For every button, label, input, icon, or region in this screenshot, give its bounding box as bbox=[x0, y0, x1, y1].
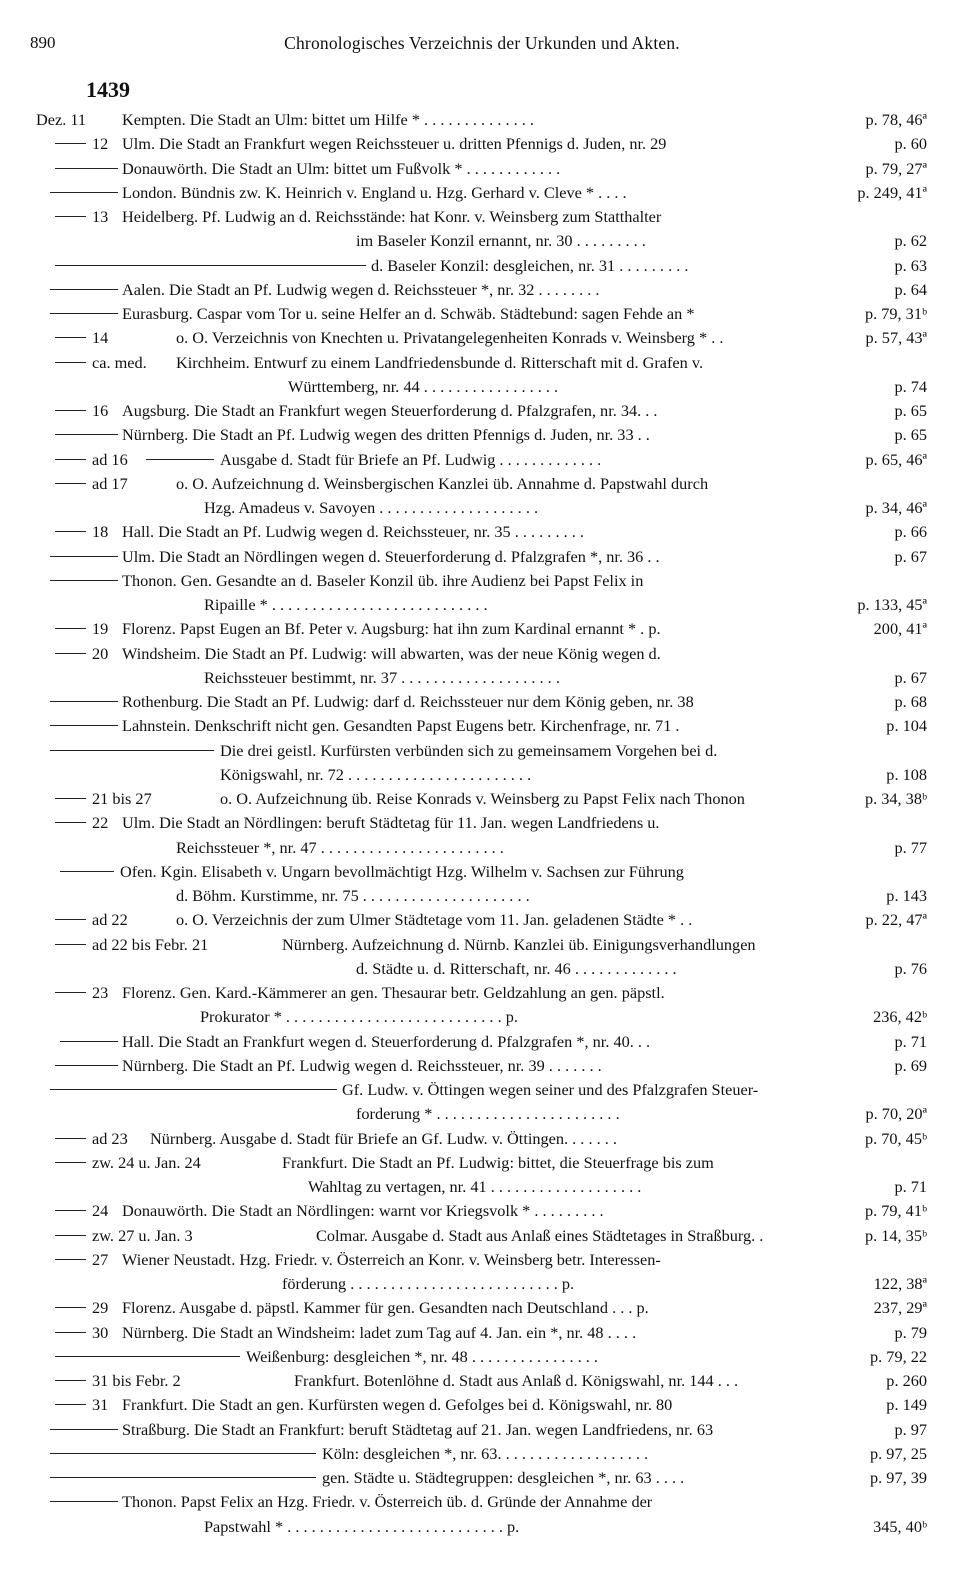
entry-line bbox=[0, 1515, 960, 1539]
ditto-dash bbox=[50, 1429, 118, 1430]
ditto-dash bbox=[55, 822, 86, 823]
entry-line bbox=[0, 908, 960, 932]
entry-text: o. O. Aufzeichnung d. Weinsbergischen Kanzlei üb. Annahme d. Papstwahl durch bbox=[176, 473, 709, 493]
entry-line bbox=[0, 254, 960, 278]
entry-date: zw. 24 u. Jan. 24 bbox=[92, 1152, 201, 1172]
running-title: Chronologisches Verzeichnis der Urkunden und Akten. bbox=[284, 33, 680, 53]
entry-line bbox=[0, 811, 960, 835]
ditto-dash bbox=[55, 265, 366, 266]
entry-text: Hall. Die Stadt an Frankfurt wegen d. Steuerforderung d. Pfalzgrafen *, nr. 40. . . bbox=[122, 1031, 651, 1051]
entry-date: 22 bbox=[92, 813, 109, 833]
entry-text: Ulm. Die Stadt an Nördlingen wegen d. Steuerforderung d. Pfalzgrafen *, nr. 36 . . bbox=[122, 546, 660, 566]
entry-date: 19 bbox=[92, 619, 109, 639]
entry-line bbox=[0, 617, 960, 641]
entry-text: d. Böhm. Kurstimme, nr. 75 . . . . . . . . . . . . . . . . . . . . . bbox=[176, 886, 530, 905]
entry-page-ref: p. 57, 43ª bbox=[865, 328, 927, 348]
entry-text: Prokurator * . . . . . . . . . . . . . . . . . . . . . . . . . . . p. bbox=[200, 1007, 518, 1027]
entry-line bbox=[0, 860, 960, 884]
entry-line bbox=[0, 1030, 960, 1054]
ditto-dash bbox=[50, 725, 118, 726]
entry-line bbox=[0, 496, 960, 520]
entry-date: 14 bbox=[92, 328, 109, 348]
running-header bbox=[30, 34, 934, 62]
entry-date: 31 bis Febr. 2 bbox=[92, 1371, 181, 1390]
entry-text: förderung . . . . . . . . . . . . . . . . . . . . . . . . . . p. bbox=[282, 1274, 575, 1293]
entry-text: Hzg. Amadeus v. Savoyen . . . . . . . . . . . . . . . . . . . . bbox=[204, 498, 539, 517]
entry-date: 12 bbox=[92, 134, 109, 154]
entry-line bbox=[0, 666, 960, 690]
entry-page-ref: p. 70, 20ª bbox=[865, 1104, 927, 1124]
entry-list bbox=[0, 108, 960, 1539]
entry-line bbox=[0, 520, 960, 544]
ditto-dash bbox=[55, 919, 86, 920]
entry-date: 29 bbox=[92, 1298, 109, 1318]
entry-page-ref: p. 66 bbox=[894, 522, 927, 542]
entry-line bbox=[0, 690, 960, 714]
ditto-dash bbox=[55, 944, 86, 945]
ditto-dash bbox=[55, 531, 86, 532]
ditto-dash bbox=[50, 750, 214, 751]
ditto-dash bbox=[55, 1380, 86, 1381]
entry-text: Württemberg, nr. 44 . . . . . . . . . . . . . . . . . bbox=[288, 376, 559, 396]
entry-date: 20 bbox=[92, 643, 109, 663]
entry-text: Heidelberg. Pf. Ludwig an d. Reichsstände: hat Konr. v. Weinsberg zum Statthalter bbox=[122, 207, 662, 226]
entry-line bbox=[0, 472, 960, 496]
entry-page-ref: p. 65 bbox=[894, 425, 927, 445]
entry-text: Gf. Ludw. v. Öttingen wegen seiner und des Pfalzgrafen Steuer- bbox=[342, 1080, 759, 1099]
entry-date: Dez. 11 bbox=[36, 110, 87, 129]
entry-text: Wiener Neustadt. Hzg. Friedr. v. Österreich an Konr. v. Weinsberg betr. Interessen- bbox=[122, 1249, 661, 1269]
entry-page-ref: p. 34, 46ª bbox=[865, 498, 927, 517]
entry-line bbox=[0, 1151, 960, 1175]
entry-text: Ulm. Die Stadt an Nördlingen: beruft Städtetag für 11. Jan. wegen Landfriedens u. bbox=[122, 813, 660, 833]
entry-page-ref: p. 60 bbox=[894, 134, 927, 154]
entry-page-ref: p. 78, 46ª bbox=[865, 110, 927, 129]
entry-page-ref: p. 79, 22 bbox=[870, 1346, 927, 1366]
ditto-dash bbox=[55, 143, 86, 144]
entry-line bbox=[0, 787, 960, 811]
entry-text: Hall. Die Stadt an Pf. Ludwig wegen d. Reichssteuer, nr. 35 . . . . . . . . . bbox=[122, 522, 584, 542]
entry-text: Lahnstein. Denkschrift nicht gen. Gesandten Papst Eugens betr. Kirchenfrage, nr. 71 . bbox=[122, 716, 680, 736]
entry-text: im Baseler Konzil ernannt, nr. 30 . . . . . . . . . bbox=[356, 231, 646, 251]
entry-text: d. Baseler Konzil: desgleichen, nr. 31 . . . . . . . . . bbox=[371, 255, 689, 275]
entry-line bbox=[0, 1224, 960, 1248]
entry-line bbox=[0, 1054, 960, 1078]
entry-text: Ausgabe d. Stadt für Briefe an Pf. Ludwig . . . . . . . . . . . . . bbox=[220, 449, 602, 469]
entry-line bbox=[0, 1078, 960, 1102]
entry-line bbox=[0, 1418, 960, 1442]
entry-line bbox=[0, 375, 960, 399]
entry-page-ref: p. 108 bbox=[886, 764, 927, 784]
entry-line bbox=[0, 763, 960, 787]
ditto-dash bbox=[55, 653, 86, 654]
entry-text: Ripaille * . . . . . . . . . . . . . . . . . . . . . . . . . . . bbox=[204, 595, 488, 614]
ditto-dash bbox=[50, 1453, 316, 1454]
entry-text: Weißenburg: desgleichen *, nr. 48 . . . . . . . . . . . . . . . . bbox=[246, 1346, 599, 1366]
entry-page-ref: p. 71 bbox=[894, 1177, 927, 1196]
entry-line bbox=[0, 157, 960, 181]
ditto-dash bbox=[50, 313, 118, 314]
entry-line bbox=[0, 1127, 960, 1151]
entry-text: Colmar. Ausgabe d. Stadt aus Anlaß eines Städtetages in Straßburg. . bbox=[316, 1225, 764, 1245]
ditto-dash bbox=[55, 216, 86, 217]
ditto-dash bbox=[55, 1210, 86, 1211]
entry-line bbox=[0, 1466, 960, 1490]
entry-text: Reichssteuer *, nr. 47 . . . . . . . . . . . . . . . . . . . . . . . bbox=[176, 837, 504, 857]
entry-page-ref: p. 79 bbox=[894, 1322, 927, 1342]
entry-line bbox=[0, 423, 960, 447]
entry-page-ref: 237, 29ª bbox=[873, 1298, 927, 1318]
entry-text: o. O. Aufzeichnung üb. Reise Konrads v. Weinsberg zu Papst Felix nach Thonon bbox=[220, 789, 745, 808]
entry-page-ref: p. 64 bbox=[894, 279, 927, 299]
ditto-dash bbox=[55, 337, 86, 338]
ditto-dash bbox=[50, 192, 118, 193]
entry-line bbox=[0, 1175, 960, 1199]
entry-line bbox=[0, 545, 960, 569]
ditto-dash bbox=[50, 556, 118, 557]
entry-page-ref: 345, 40ᵇ bbox=[873, 1516, 927, 1536]
entry-text: Donauwörth. Die Stadt an Ulm: bittet um Fußvolk * . . . . . . . . . . . . bbox=[122, 158, 561, 178]
entry-text: Königswahl, nr. 72 . . . . . . . . . . . . . . . . . . . . . . . bbox=[220, 764, 532, 784]
entry-page-ref: p. 133, 45ª bbox=[857, 595, 927, 614]
entry-text: Nürnberg. Aufzeichnung d. Nürnb. Kanzlei üb. Einigungsverhandlungen bbox=[282, 934, 756, 954]
entry-date: 31 bbox=[92, 1395, 109, 1415]
entry-text: Nürnberg. Die Stadt an Pf. Ludwig wegen des dritten Pfennigs d. Juden, nr. 33 . . bbox=[122, 425, 650, 445]
entry-page-ref: 236, 42ᵇ bbox=[873, 1007, 927, 1027]
entry-text: Frankfurt. Botenlöhne d. Stadt aus Anlaß d. Königswahl, nr. 144 . . . bbox=[294, 1371, 739, 1390]
entry-page-ref: p. 65 bbox=[894, 401, 927, 420]
ditto-dash bbox=[60, 871, 114, 872]
entry-line bbox=[0, 1321, 960, 1345]
entry-text: Die drei geistl. Kurfürsten verbünden sich zu gemeinsamem Vorgehen bei d. bbox=[220, 740, 718, 760]
entry-line bbox=[0, 1393, 960, 1417]
entry-line bbox=[0, 448, 960, 472]
entry-text: Wahltag zu vertagen, nr. 41 . . . . . . . . . . . . . . . . . . . bbox=[308, 1177, 642, 1196]
entry-text: Augsburg. Die Stadt an Frankfurt wegen Steuerforderung d. Pfalzgrafen, nr. 34. . . bbox=[122, 401, 658, 420]
entry-line bbox=[0, 884, 960, 908]
entry-text: Eurasburg. Caspar vom Tor u. seine Helfer an d. Schwäb. Städtebund: sagen Fehde an * bbox=[122, 304, 695, 323]
entry-line bbox=[0, 1490, 960, 1514]
ditto-dash bbox=[55, 434, 118, 435]
ditto-dash bbox=[55, 1332, 86, 1333]
ditto-dash bbox=[50, 1477, 316, 1478]
entry-line bbox=[0, 108, 960, 132]
entry-text: Windsheim. Die Stadt an Pf. Ludwig: will abwarten, was der neue König wegen d. bbox=[122, 643, 661, 663]
entry-page-ref: p. 70, 45ᵇ bbox=[864, 1128, 927, 1148]
entry-page-ref: p. 68 bbox=[894, 692, 927, 711]
entry-date: 16 bbox=[92, 401, 109, 420]
entry-line bbox=[0, 642, 960, 666]
ditto-dash bbox=[55, 362, 86, 363]
entry-text: Kirchheim. Entwurf zu einem Landfriedensbunde d. Ritterschaft mit d. Grafen v. bbox=[176, 352, 704, 372]
entry-line bbox=[0, 1369, 960, 1393]
ditto-dash bbox=[55, 992, 86, 993]
entry-page-ref: p. 22, 47ª bbox=[865, 910, 927, 930]
entry-date: ad 17 bbox=[92, 473, 128, 493]
entry-text: Kempten. Die Stadt an Ulm: bittet um Hilfe * . . . . . . . . . . . . . . bbox=[122, 110, 534, 129]
year-heading: 1439 bbox=[86, 77, 130, 102]
entry-text: Donauwörth. Die Stadt an Nördlingen: warnt vor Kriegsvolk * . . . . . . . . . bbox=[122, 1201, 604, 1221]
entry-page-ref: p. 97 bbox=[894, 1419, 927, 1439]
entry-text: gen. Städte u. Städtegruppen: desgleichen *, nr. 63 . . . . bbox=[322, 1468, 685, 1487]
entry-page-ref: p. 67 bbox=[894, 546, 927, 566]
entry-line bbox=[0, 957, 960, 981]
entry-page-ref: p. 65, 46ª bbox=[865, 449, 927, 469]
entry-line bbox=[0, 229, 960, 253]
entry-text: Frankfurt. Die Stadt an Pf. Ludwig: bittet, die Steuerfrage bis zum bbox=[282, 1152, 714, 1172]
entry-page-ref: p. 74 bbox=[894, 376, 927, 396]
entry-page-ref: p. 149 bbox=[886, 1395, 927, 1415]
entry-line bbox=[0, 714, 960, 738]
entry-line bbox=[0, 205, 960, 229]
entry-line bbox=[0, 302, 960, 326]
page-number: 890 bbox=[30, 33, 56, 52]
entry-text: London. Bündnis zw. K. Heinrich v. England u. Hzg. Gerhard v. Cleve * . . . . bbox=[122, 182, 627, 202]
entry-page-ref: p. 97, 39 bbox=[870, 1468, 927, 1487]
entry-page-ref: p. 249, 41ª bbox=[857, 182, 927, 202]
entry-page-ref: p. 97, 25 bbox=[870, 1443, 927, 1463]
entry-page-ref: 122, 38ª bbox=[873, 1274, 927, 1293]
entry-line bbox=[0, 1272, 960, 1296]
entry-text: Nürnberg. Die Stadt an Windsheim: ladet zum Tag auf 4. Jan. ein *, nr. 48 . . . . bbox=[122, 1322, 637, 1342]
entry-date: ad 22 bbox=[92, 910, 128, 930]
entry-text: Florenz. Papst Eugen an Bf. Peter v. Augsburg: hat ihn zum Kardinal ernannt * . p. bbox=[122, 619, 661, 639]
entry-page-ref: p. 63 bbox=[894, 255, 927, 275]
entry-page-ref: p. 260 bbox=[886, 1371, 927, 1390]
ditto-dash bbox=[55, 1065, 118, 1066]
ditto-dash bbox=[55, 1235, 86, 1236]
entry-page-ref: p. 14, 35ᵇ bbox=[864, 1225, 927, 1245]
entry-page-ref: p. 79, 31ᵇ bbox=[864, 304, 927, 323]
ditto-dash bbox=[55, 1404, 86, 1405]
entry-line bbox=[0, 132, 960, 156]
entry-line bbox=[0, 1296, 960, 1320]
entry-date: ad 16 bbox=[92, 449, 128, 469]
entry-text: Straßburg. Die Stadt an Frankfurt: beruft Städtetag auf 21. Jan. wegen Landfriedens, nr. 63 bbox=[122, 1419, 714, 1439]
entry-date: ad 23 bbox=[92, 1128, 128, 1148]
entry-text: Papstwahl * . . . . . . . . . . . . . . . . . . . . . . . . . . . p. bbox=[204, 1516, 520, 1536]
entry-page-ref: 200, 41ª bbox=[873, 619, 927, 639]
ditto-dash bbox=[55, 459, 86, 460]
entry-date: zw. 27 u. Jan. 3 bbox=[92, 1225, 193, 1245]
ditto-dash bbox=[55, 798, 86, 799]
entry-line bbox=[0, 1005, 960, 1029]
entry-line bbox=[0, 351, 960, 375]
entry-line bbox=[0, 569, 960, 593]
entry-date: 23 bbox=[92, 983, 109, 1002]
entry-page-ref: p. 104 bbox=[886, 716, 927, 736]
entry-text: Florenz. Ausgabe d. päpstl. Kammer für gen. Gesandten nach Deutschland . . . p. bbox=[122, 1298, 649, 1318]
ditto-dash bbox=[55, 1356, 240, 1357]
ditto-dash bbox=[60, 1041, 118, 1042]
ditto-dash bbox=[55, 628, 86, 629]
ditto-dash bbox=[50, 1501, 118, 1502]
entry-page-ref: p. 71 bbox=[894, 1031, 927, 1051]
entry-line bbox=[0, 739, 960, 763]
entry-text: o. O. Verzeichnis von Knechten u. Privatangelegenheiten Konrads v. Weinsberg * . . bbox=[176, 328, 724, 348]
entry-line bbox=[0, 1442, 960, 1466]
ditto-dash bbox=[55, 410, 86, 411]
ditto-dash bbox=[55, 483, 86, 484]
entry-line bbox=[0, 836, 960, 860]
entry-date: 24 bbox=[92, 1201, 109, 1221]
entry-line bbox=[0, 593, 960, 617]
ditto-dash bbox=[50, 1089, 337, 1090]
entry-text: Thonon. Gen. Gesandte an d. Baseler Konzil üb. ihre Audienz bei Papst Felix in bbox=[122, 570, 644, 590]
entry-page-ref: p. 79, 41ᵇ bbox=[864, 1201, 927, 1221]
ditto-dash bbox=[55, 1307, 86, 1308]
ditto-dash bbox=[55, 168, 118, 169]
entry-date: 21 bis 27 bbox=[92, 789, 152, 808]
entry-text: Florenz. Gen. Kard.-Kämmerer an gen. Thesaurar betr. Geldzahlung an gen. päpstl. bbox=[122, 983, 665, 1002]
entry-date: 30 bbox=[92, 1322, 109, 1342]
entry-line bbox=[0, 981, 960, 1005]
entry-text: Aalen. Die Stadt an Pf. Ludwig wegen d. Reichssteuer *, nr. 32 . . . . . . . . bbox=[122, 279, 600, 299]
entry-line bbox=[0, 399, 960, 423]
ditto-dash bbox=[55, 1138, 86, 1139]
entry-page-ref: p. 67 bbox=[894, 667, 927, 687]
entry-text: Köln: desgleichen *, nr. 63. . . . . . . . . . . . . . . . . . . bbox=[322, 1443, 649, 1463]
entry-line bbox=[0, 1248, 960, 1272]
entry-text: Ofen. Kgin. Elisabeth v. Ungarn bevollmächtigt Hzg. Wilhelm v. Sachsen zur Führung bbox=[120, 861, 684, 881]
entry-text: Reichssteuer bestimmt, nr. 37 . . . . . . . . . . . . . . . . . . . . bbox=[204, 667, 560, 687]
ditto-dash bbox=[50, 289, 118, 290]
entry-page-ref: p. 69 bbox=[894, 1055, 927, 1075]
entry-text: Nürnberg. Die Stadt an Pf. Ludwig wegen d. Reichssteuer, nr. 39 . . . . . . . bbox=[122, 1055, 602, 1075]
entry-line bbox=[0, 1102, 960, 1126]
entry-date: ad 22 bis Febr. 21 bbox=[92, 934, 209, 954]
ditto-dash bbox=[146, 459, 214, 460]
entry-date: 18 bbox=[92, 522, 109, 542]
entry-page-ref: p. 62 bbox=[894, 231, 927, 251]
entry-text: Rothenburg. Die Stadt an Pf. Ludwig: darf d. Reichssteuer nur dem König geben, nr. 38 bbox=[122, 692, 694, 711]
ditto-dash bbox=[50, 701, 118, 702]
entry-line bbox=[0, 181, 960, 205]
entry-text: forderung * . . . . . . . . . . . . . . . . . . . . . . . bbox=[356, 1104, 620, 1124]
entry-page-ref: p. 34, 38ᵇ bbox=[864, 789, 927, 808]
entry-page-ref: p. 143 bbox=[886, 886, 927, 905]
entry-text: Thonon. Papst Felix an Hzg. Friedr. v. Österreich üb. d. Gründe der Annahme der bbox=[122, 1492, 653, 1512]
entry-line bbox=[0, 1345, 960, 1369]
entry-text: d. Städte u. d. Ritterschaft, nr. 46 . . . . . . . . . . . . . bbox=[356, 958, 677, 978]
entry-date: ca. med. bbox=[92, 352, 147, 372]
entry-line bbox=[0, 278, 960, 302]
ditto-dash bbox=[55, 1259, 86, 1260]
entry-text: Ulm. Die Stadt an Frankfurt wegen Reichssteuer u. dritten Pfennigs d. Juden, nr. 29 bbox=[122, 134, 667, 154]
entry-page-ref: p. 76 bbox=[894, 958, 927, 978]
entry-line bbox=[0, 326, 960, 350]
entry-line bbox=[0, 1199, 960, 1223]
entry-text: o. O. Verzeichnis der zum Ulmer Städtetage vom 11. Jan. geladenen Städte * . . bbox=[176, 910, 693, 930]
entry-line bbox=[0, 933, 960, 957]
entry-date: 13 bbox=[92, 207, 109, 226]
entry-date: 27 bbox=[92, 1249, 109, 1269]
ditto-dash bbox=[50, 580, 118, 581]
entry-page-ref: p. 77 bbox=[894, 837, 927, 857]
entry-text: Nürnberg. Ausgabe d. Stadt für Briefe an Gf. Ludw. v. Öttingen. . . . . . . bbox=[150, 1128, 617, 1148]
ditto-dash bbox=[55, 1162, 86, 1163]
entry-page-ref: p. 79, 27ª bbox=[865, 158, 927, 178]
entry-text: Frankfurt. Die Stadt an gen. Kurfürsten wegen d. Gefolges bei d. Königswahl, nr. 80 bbox=[122, 1395, 673, 1415]
